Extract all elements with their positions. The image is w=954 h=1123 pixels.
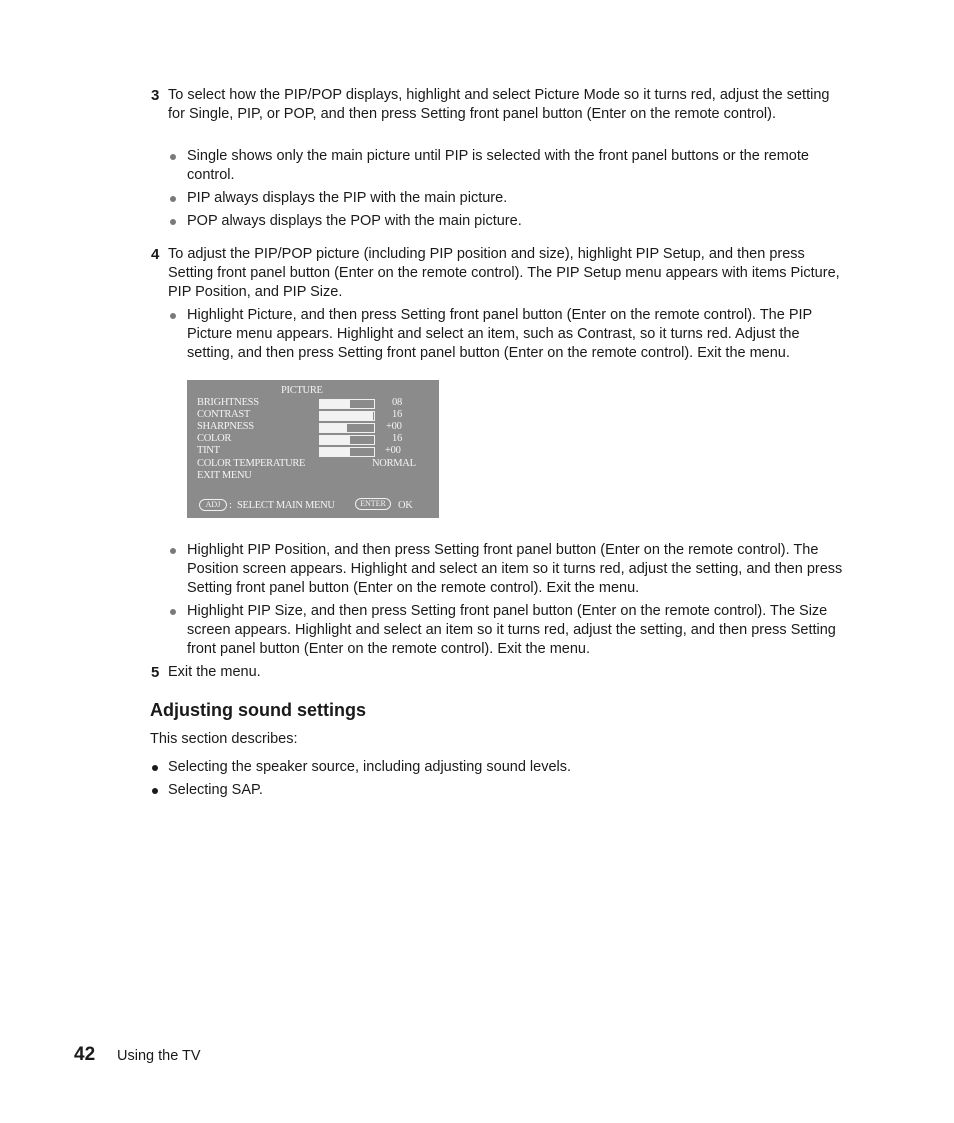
list-item-text: Highlight PIP Size, and then press Setting front panel button (Enter on the remote control). The Size screen appears. Highlight and select an item so it turns red, adjust the setting, and then press Setting front panel button (Enter on the remote control). Exit the menu.: [187, 603, 836, 657]
list-item-text: Selecting SAP.: [168, 782, 263, 798]
list-item-text: Highlight Picture, and then press Setting front panel button (Enter on the remote control). The PIP Picture menu appears. Highlight and select an item, such as Contrast, so it turns red. Adjust the setting, and then press Setting front panel button (Enter on the remote control). Exit the menu.: [187, 307, 812, 361]
bullet-icon: [152, 765, 158, 771]
osd-item-label: TINT: [197, 445, 220, 456]
osd-item-value: NORMAL: [372, 458, 416, 469]
osd-hint-label: SELECT MAIN MENU: [237, 500, 335, 511]
osd-title: PICTURE: [281, 385, 323, 396]
osd-item-value: +00: [385, 445, 401, 456]
list-item-text: Single shows only the main picture until PIP is selected with the front panel buttons or the remote control.: [187, 148, 809, 183]
adj-key-icon: ADJ: [199, 499, 227, 511]
list-item-text: Selecting the speaker source, including adjusting sound levels.: [168, 759, 572, 775]
footer-chapter: Using the TV: [117, 1048, 201, 1064]
step-text: To adjust the PIP/POP picture (including PIP position and size), highlight PIP Setup, and then press Setting front panel button (Enter on the remote control). The PIP Setup menu appears with items Picture, PIP Position, and PIP Size.: [168, 246, 840, 300]
enter-key-icon: ENTER: [355, 498, 391, 510]
osd-item-label: EXIT MENU: [197, 470, 252, 481]
osd-hint-label: OK: [398, 500, 413, 511]
osd-item-value: +00: [386, 421, 402, 432]
osd-level-fill: [320, 448, 350, 456]
osd-level-fill: [320, 412, 373, 420]
osd-level-bar: [319, 447, 375, 457]
section-heading: Adjusting sound settings: [150, 700, 366, 720]
list-item-text: POP always displays the POP with the main picture.: [187, 213, 522, 229]
osd-item-value: 08: [392, 397, 402, 408]
bullet-icon: [170, 219, 176, 225]
osd-level-bar: [319, 423, 375, 433]
osd-level-fill: [320, 436, 350, 444]
osd-level-bar: [319, 411, 375, 421]
osd-item-label: BRIGHTNESS: [197, 397, 259, 408]
osd-level-bar: [319, 399, 375, 409]
osd-item-value: 16: [392, 409, 402, 420]
step-number: 4: [151, 246, 160, 263]
bullet-icon: [170, 154, 176, 160]
osd-item-label: SHARPNESS: [197, 421, 254, 432]
section-intro: This section describes:: [150, 731, 298, 747]
osd-separator: :: [229, 500, 232, 511]
bullet-icon: [170, 548, 176, 554]
step-number: 3: [151, 87, 160, 104]
page-number: 42: [74, 1044, 96, 1065]
pip-picture-menu-screenshot: [187, 380, 439, 518]
list-item-text: PIP always displays the PIP with the main picture.: [187, 190, 508, 206]
osd-item-label: COLOR TEMPERATURE: [197, 458, 306, 469]
step-text: Exit the menu.: [168, 664, 261, 680]
bullet-icon: [152, 788, 158, 794]
osd-item-label: COLOR: [197, 433, 232, 444]
step-number: 5: [151, 664, 160, 681]
bullet-icon: [170, 196, 176, 202]
osd-item-value: 16: [392, 433, 402, 444]
osd-level-fill: [320, 424, 347, 432]
bullet-icon: [170, 313, 176, 319]
bullet-icon: [170, 609, 176, 615]
osd-item-label: CONTRAST: [197, 409, 251, 420]
step-text: To select how the PIP/POP displays, highlight and select Picture Mode so it turns red, adjust the setting for Single, PIP, or POP, and then press Setting front panel button (Enter on the remote control).: [168, 87, 830, 122]
osd-level-fill: [320, 400, 350, 408]
osd-level-bar: [319, 435, 375, 445]
list-item-text: Highlight PIP Position, and then press Setting front panel button (Enter on the remote control). The Position screen appears. Highlight and select an item so it turns red, adjust the setting, and then press Setting front panel button (Enter on the remote control). Exit the menu.: [187, 542, 843, 596]
